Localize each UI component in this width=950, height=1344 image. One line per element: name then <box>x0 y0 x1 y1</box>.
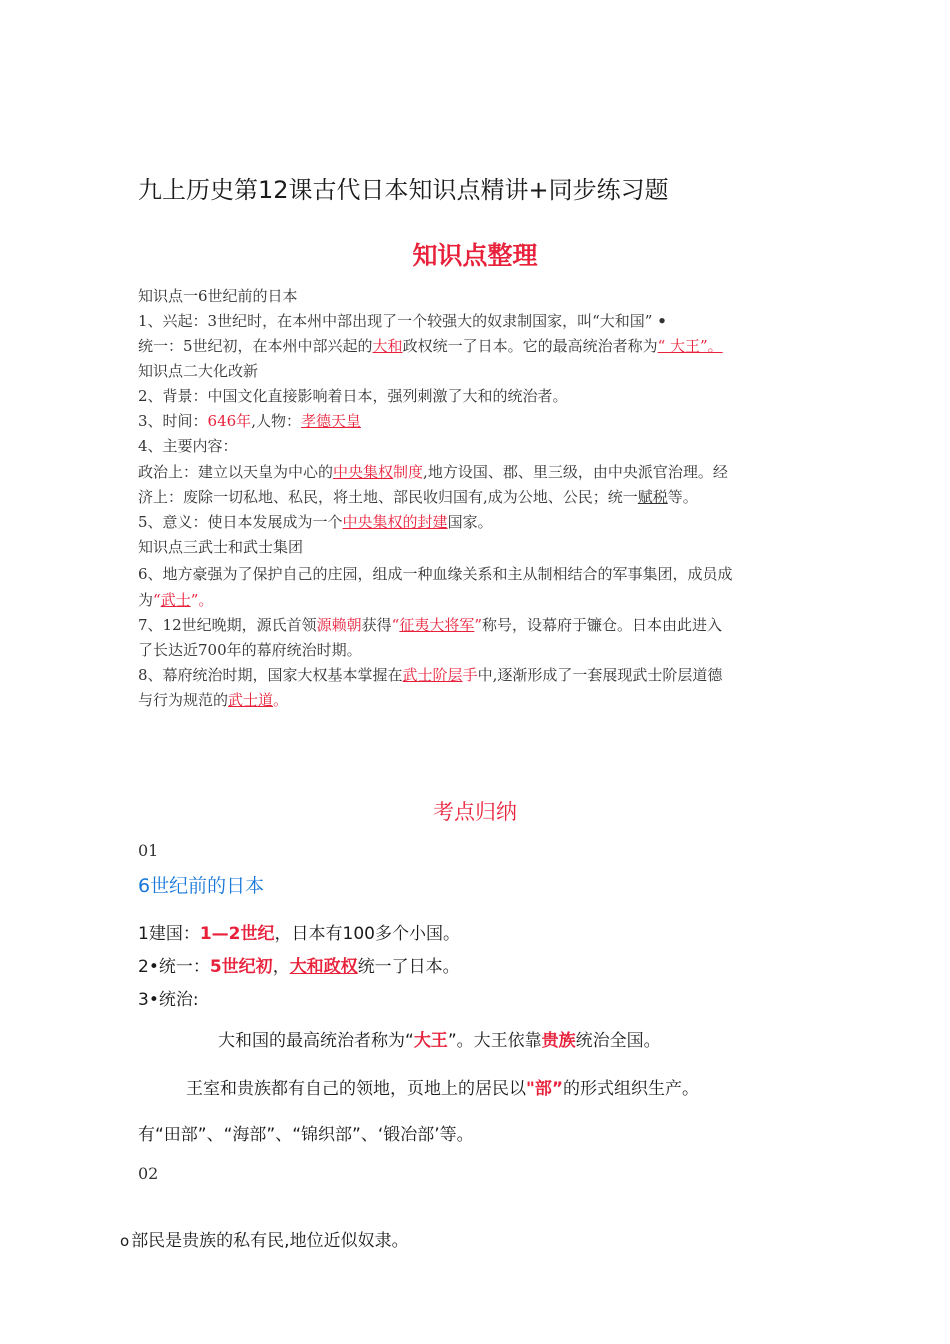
text: 7、12世纪晚期，源氏首领 <box>138 616 317 634</box>
point-6a-line: 6、地方豪强为了保护自己的庄园，组成一种血缘关系和主从制相结合的军事集团，成员成 <box>138 565 733 583</box>
exam-line-1 <box>138 919 460 944</box>
highlight-feudal: 中央集权的封建 <box>342 513 448 531</box>
point-7a-line <box>138 613 722 638</box>
text: 与行为规范的 <box>138 691 229 709</box>
text: 获得 <box>361 616 392 634</box>
text: 中,逐渐形成了一套展现武士阶层道德 <box>477 666 723 684</box>
text: 称号，设幕府于镰仓。日本由此进入 <box>482 616 723 634</box>
point-8b-line <box>138 688 288 713</box>
point-5-line <box>138 510 493 535</box>
knowledge-point-1-heading: 知识点一6世纪前的日本 <box>138 287 298 305</box>
text: ，日本有100多个小国。 <box>274 924 460 944</box>
highlight-shogun: 征夷大将军 <box>399 616 475 634</box>
exam-line-4 <box>218 1026 661 1051</box>
exam-line-6: 有“田部”、“海部”、“锦织部”、‘锻冶部’等。 <box>138 1125 474 1145</box>
text: 8、幕府统治时期，国家大权基本掌握在 <box>138 666 403 684</box>
point-1b-line <box>138 334 723 359</box>
text: 3、时间： <box>138 412 208 430</box>
point-3-line <box>138 409 361 434</box>
section-number-02: 02 <box>138 1164 159 1183</box>
highlight-bu: "部” <box>526 1079 564 1099</box>
highlight-nobles: 贵族 <box>541 1031 576 1051</box>
exam-section-title: 考点归纳 <box>433 800 517 824</box>
text: 大和国的最高统治者称为 <box>218 1031 405 1051</box>
quote-open: “ <box>405 1031 414 1051</box>
highlight-samurai: 武士 <box>160 591 191 609</box>
exam-line-5 <box>186 1074 699 1099</box>
text: 王室和贵族都有自己的领地，页地上的居民以 <box>186 1079 526 1099</box>
text: 2•统一： <box>138 957 210 977</box>
text: 。 <box>273 691 289 709</box>
text: 济上：废除一切私地、私民，将土地、部民收归国有,成为公地、公民；统一 <box>138 488 638 506</box>
exam-line-3: 3•统治: <box>138 990 199 1010</box>
point-4a-line <box>138 460 728 485</box>
highlight-5th-century: 5世纪初 <box>209 957 273 977</box>
section-title: 知识点整理 <box>412 241 538 270</box>
highlight-central: 中央集权 <box>333 463 394 481</box>
bullet-icon: • <box>657 312 667 330</box>
text: 等。 <box>667 488 698 506</box>
text: 统治全国。 <box>575 1031 661 1051</box>
highlight-dawang: “ 大王”。 <box>657 337 723 355</box>
highlight-century: 1—2世纪 <box>199 924 275 944</box>
point-4b-line <box>138 485 698 510</box>
text: 。大王依靠 <box>456 1031 542 1051</box>
circle-bullet-icon: o <box>120 1232 130 1250</box>
highlight-bushido: 武士道 <box>228 691 274 709</box>
highlight-system: 制度 <box>393 463 424 481</box>
point-6b-line <box>138 588 213 613</box>
text: 统一：5世纪初，在本州中部兴起的 <box>138 337 373 355</box>
text: ,地方设国、郡、里三级，由中央派官治理。经 <box>423 463 728 481</box>
quote-open: “ <box>153 591 161 609</box>
text: ， <box>272 957 290 977</box>
document-title: 九上历史第12课古代日本知识点精讲+同步练习题 <box>138 176 669 204</box>
quote-close: ” <box>447 1031 457 1051</box>
point-2-line: 2、背景：中国文化直接影响着日本，强列刺激了大和的统治者。 <box>138 387 568 405</box>
quote-open: “ <box>391 616 400 634</box>
point-1-text: 1、兴起：3世纪时，在本州中部出现了一个较强大的奴隶制国家，叫“大和国” <box>138 312 653 330</box>
highlight-yamato: 大和政权 <box>289 957 358 977</box>
section-number-01: 01 <box>138 841 159 860</box>
text: 部民是贵族的私有民,地位近似奴隶。 <box>131 1231 409 1251</box>
text: 国家。 <box>447 513 493 531</box>
text: 5、意义：使日本发展成为一个 <box>138 513 343 531</box>
exam-line-2 <box>138 952 460 977</box>
highlight-year: 646年 <box>207 412 252 430</box>
point-1-line <box>138 309 667 334</box>
highlight-tax: 赋税 <box>637 488 668 506</box>
highlight-warrior-class: 武士阶层 <box>402 666 463 684</box>
knowledge-point-3-heading: 知识点三武士和武士集团 <box>138 538 304 556</box>
point-8a-line <box>138 663 722 688</box>
text: 1建国： <box>138 924 200 944</box>
text: 统一了日本。 <box>357 957 460 977</box>
quote-close: ”。 <box>190 591 214 609</box>
text: 政治上：建立以天皇为中心的 <box>138 463 334 481</box>
text: ,人物： <box>251 412 301 430</box>
point-7b-line: 了长达近700年的幕府统治时期。 <box>138 641 362 659</box>
highlight-emperor: 孝德天皇 <box>300 412 361 430</box>
quote-close: ” <box>474 616 483 634</box>
subsection-title: 6世纪前的日本 <box>138 875 265 897</box>
highlight-dahe: 大和 <box>372 337 403 355</box>
highlight-yoritomo: 源赖朝 <box>316 616 362 634</box>
text: 的形式组织生产。 <box>563 1079 700 1099</box>
exam-line-7 <box>120 1226 409 1251</box>
highlight-hand: 手 <box>462 666 478 684</box>
text: 为 <box>138 591 154 609</box>
point-4-line: 4、主要内容： <box>138 437 238 455</box>
knowledge-point-2-heading: 知识点二大化改新 <box>138 362 259 380</box>
text: 政权统一了日本。它的最高统治者称为 <box>402 337 658 355</box>
highlight-great-king: 大王 <box>413 1031 448 1051</box>
